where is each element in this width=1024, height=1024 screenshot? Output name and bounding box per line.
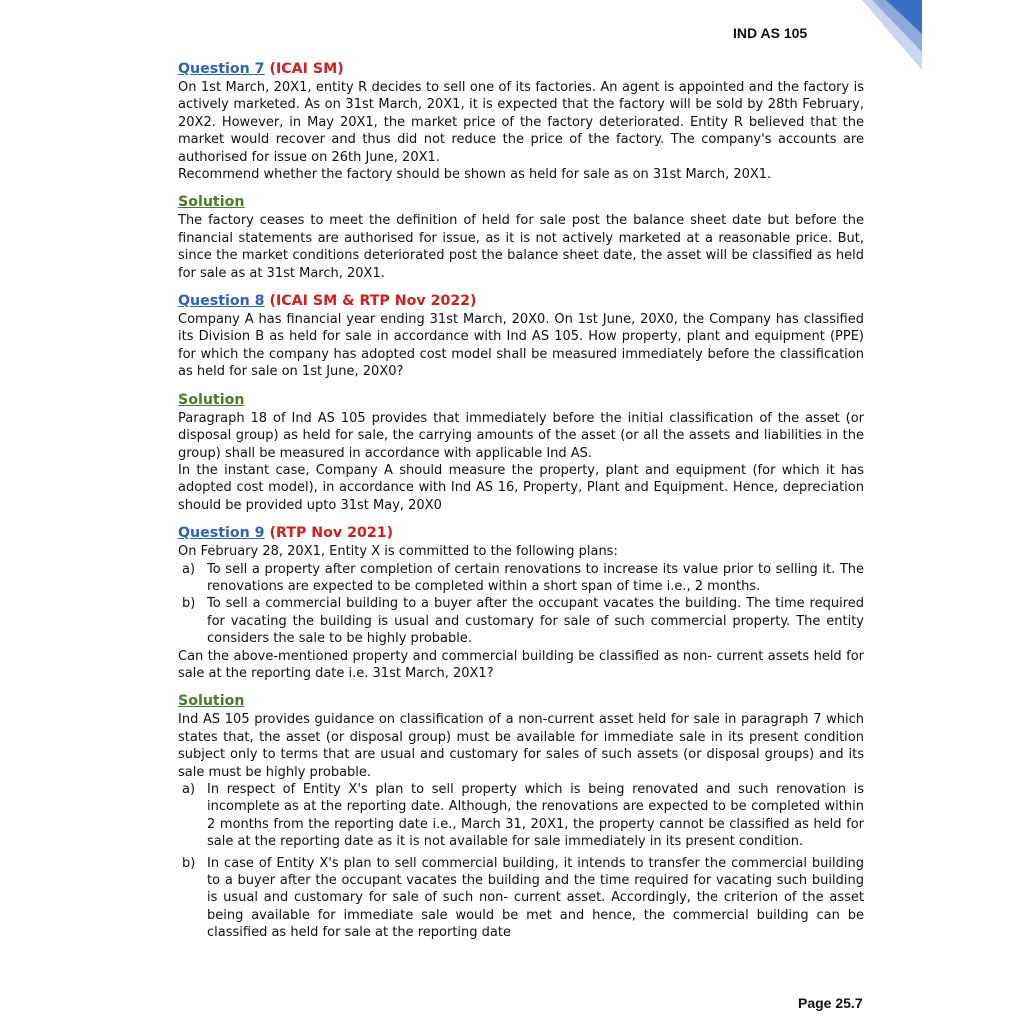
question-source: (ICAI SM & RTP Nov 2022) (269, 293, 477, 310)
question-8-heading (178, 292, 864, 311)
question-label: Question 9 (178, 525, 265, 542)
question-intro: On February 28, 20X1, Entity X is committed to the following plans: (178, 544, 618, 560)
question-label: Question 7 (178, 61, 265, 77)
list-item (178, 561, 864, 596)
list-marker: b) (182, 855, 196, 871)
solution-label: Solution (178, 391, 245, 408)
list-marker: b) (182, 596, 196, 612)
page-number: Page 25.7 (798, 995, 863, 1011)
list-item (178, 855, 864, 942)
solution-label: Solution (178, 194, 245, 211)
question-ask: Can the above-mentioned property and commercial building be classified as non- current assets held for sale at the reporting date i.e. 31st March, 20X1? (178, 648, 864, 681)
solution-paragraph: In the instant case, Company A should measure the property, plant and equipment (for which it has adopted cost model), in accordance with Ind AS 16, Property, Plant and Equipment. Hence, depreciation should be provided upto 31st May, 20X0 (178, 462, 864, 513)
question-body: Company A has financial year ending 31st March, 20X0. On 1st June, 20X0, the Company has classified its Division B as held for sale in accordance with Ind AS 105. How property, plant and equipment (PPE) for which the company has adopted cost model shall be measured immediately before the classification as held for sale on 1st June, 20X0? (178, 312, 864, 380)
solution-intro: Ind AS 105 provides guidance on classification of a non-current asset held for sale in paragraph 7 which states that, the asset (or disposal group) must be available for immediate sale in its present condition subject only to terms that are usual and customary for sales of such assets (or disposal groups) and its sale must be highly probable. (178, 712, 864, 780)
question-body: On 1st March, 20X1, entity R decides to sell one of its factories. An agent is appointed and the factory is actively marketed. As on 31st March, 20X1, it is expected that the factory will be sold by 28th February, 20X2. However, in May 20X1, the market price of the factory deteriorated. Entity R believed that the market would recover and thus did not reduce the price of the factory. The company's accounts are authorised for issue on 26th June, 20X1. (178, 80, 864, 165)
header-title: IND AS 105 (733, 25, 808, 41)
list-marker: a) (182, 561, 196, 577)
list-text: In respect of Entity X's plan to sell property which is being renovated and such renovation is incomplete as at the reporting date. Although, the renovations are expected to be completed within 2 months from the reporting date i.e., March 31, 20X1, the property cannot be classified as held for sale at the reporting date as it is not available for sale immediately in its present condition. (207, 782, 864, 850)
question-9-heading (178, 524, 864, 543)
list-item (178, 595, 864, 647)
question-source: (ICAI SM) (269, 61, 344, 77)
content (178, 60, 864, 942)
list-text: In case of Entity X's plan to sell commercial building, it intends to transfer the commercial building to a buyer after the occupant vacates the building and the time required for vacating such building is usual and customary for sale of such non- current asset. Accordingly, the criterion of the asset being available for immediate sale would be met and hence, the commercial building can be classified as held for sale at the reporting date (207, 855, 864, 941)
solution-label: Solution (178, 693, 245, 710)
list-text: To sell a commercial building to a buyer after the occupant vacates the building. The time required for vacating the building is usual and customary for sale of such commercial property. The entity considers the sale to be highly probable. (207, 596, 864, 647)
question-ask: Recommend whether the factory should be shown as held for sale as on 31st March, 20X1. (178, 167, 772, 183)
solution-paragraph: Paragraph 18 of Ind AS 105 provides that immediately before the initial classification of the asset (or disposal group) as held for sale, the carrying amounts of the asset (or all the assets and liabilities in the group) shall be measured in accordance with applicable Ind AS. (178, 410, 864, 461)
question-7-heading (178, 60, 864, 79)
corner-decoration (862, 0, 922, 70)
list-marker: a) (182, 782, 196, 797)
list-text: To sell a property after completion of certain renovations to increase its value prior to selling it. The renovations are expected to be completed within a short span of time i.e., 2 months. (207, 561, 864, 594)
solution-text: The factory ceases to meet the definition of held for sale post the balance sheet date but before the financial statements are authorised for issue, as it is not actively marketed at a reasonable price. But, since the market conditions deteriorated post the balance sheet date, the asset will be classified as held for sale as at 31st March, 20X1. (178, 213, 864, 281)
list-item (178, 781, 864, 851)
question-label: Question 8 (178, 293, 265, 310)
question-source: (RTP Nov 2021) (269, 525, 394, 542)
